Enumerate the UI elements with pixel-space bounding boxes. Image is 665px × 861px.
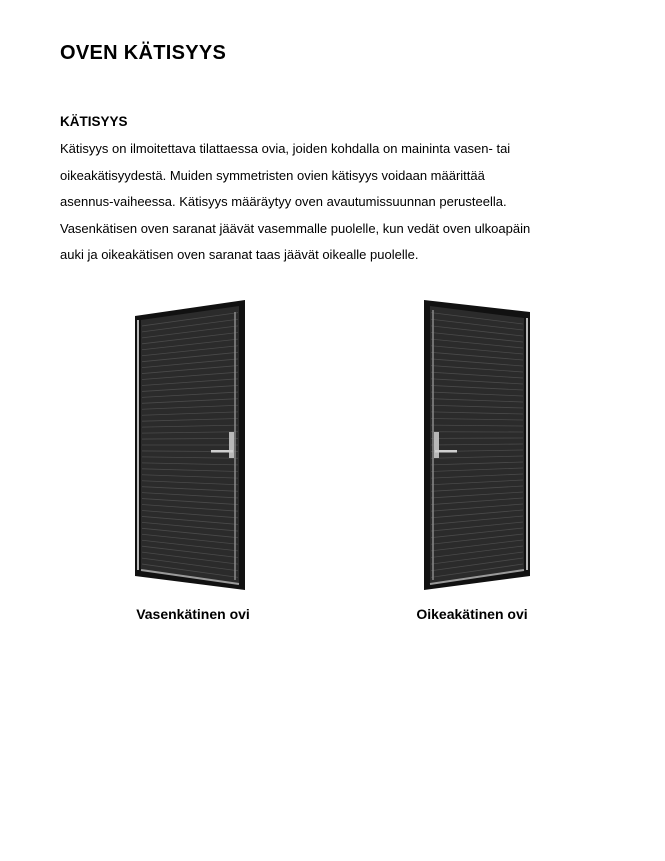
door-handle-plate (434, 432, 439, 458)
door-handle (435, 450, 457, 453)
paragraph-line: asennus-vaiheessa. Kätisyys määräytyy oven avautumissuunnan perusteella. (60, 194, 507, 209)
body-paragraph (60, 136, 620, 269)
page-title: OVEN KÄTISYYS (60, 42, 227, 64)
paragraph-line: oikeakätisyydestä. Muiden symmetristen ovien kätisyys voidaan määrittää (60, 167, 485, 183)
left-hand-door-illustration (133, 298, 253, 592)
left-door-caption: Vasenkätinen ovi (136, 606, 250, 622)
left-hand-door-image (133, 298, 253, 592)
paragraph-line: Kätisyys on ilmoitettava tilattaessa ovia, joiden kohdalla on maininta vasen- tai (60, 141, 511, 156)
right-door-caption: Oikeakätinen ovi (416, 606, 528, 622)
paragraph-line: Vasenkätisen oven saranat jäävät vasemmalle puolelle, kun vedät oven ulkoapäin (60, 220, 531, 236)
right-hand-door-image (420, 298, 540, 592)
door-handle (211, 450, 233, 453)
door-handle-plate (229, 432, 234, 458)
paragraph-line: auki ja oikeakätisen oven saranat taas jäävät oikealle puolelle. (60, 247, 419, 262)
right-hand-door-illustration (420, 298, 540, 592)
section-heading: KÄTISYYS (60, 114, 128, 129)
